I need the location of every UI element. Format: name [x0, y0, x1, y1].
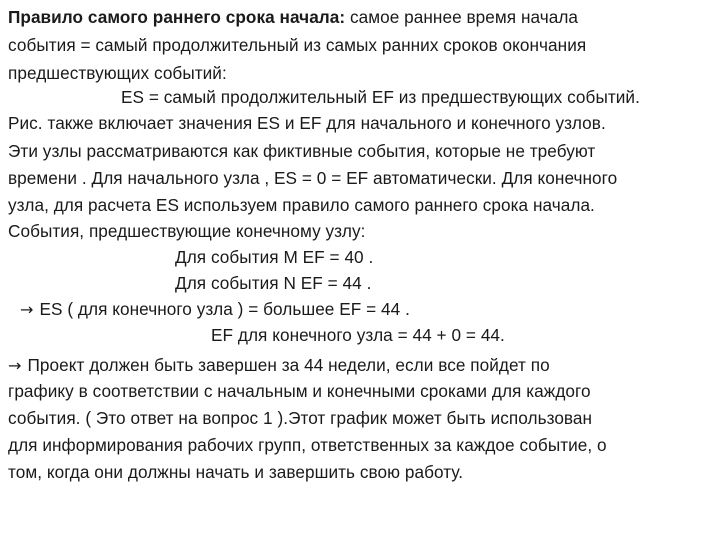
es-result-line	[20, 296, 410, 323]
text-line: времени . Для начального узла , ES = 0 = EF автоматически. Для конечного	[8, 168, 618, 188]
conclusion-text: Проект должен быть завершен за 44 недели, если все пойдет по	[27, 355, 550, 375]
text-line: графику в соответствии с начальным и конечными сроками для каждого	[8, 381, 591, 401]
formula-line: ES = самый продолжительный EF из предшествующих событий.	[121, 87, 640, 107]
text-line	[8, 4, 578, 30]
conclusion-line	[8, 352, 550, 379]
es-result-text: ES ( для конечного узла ) = большее EF = 44 .	[39, 299, 410, 319]
text-line: Рис. также включает значения ES и EF для начального и конечного узлов.	[8, 113, 606, 133]
right-arrow-icon: →	[8, 356, 22, 375]
text-line: для информирования рабочих групп, ответственных за каждое событие, о	[8, 435, 607, 455]
text-line: события = самый продолжительный из самых ранних сроков окончания	[8, 35, 587, 55]
text-line: События, предшествующие конечному узлу:	[8, 221, 366, 241]
right-arrow-icon: →	[20, 300, 34, 319]
text-line: том, когда они должны начать и завершить свою работу.	[8, 462, 464, 482]
text-line: предшествующих событий:	[8, 63, 227, 83]
text-line: Эти узлы рассматриваются как фиктивные события, которые не требуют	[8, 141, 596, 161]
rule-text: самое раннее время начала	[345, 7, 579, 27]
event-m-line: Для события M EF = 40 .	[175, 247, 374, 267]
rule-title: Правило самого раннего срока начала:	[8, 7, 346, 27]
text-line: события. ( Это ответ на вопрос 1 ).Этот график может быть использован	[8, 408, 593, 428]
text-line: узла, для расчета ES используем правило самого раннего срока начала.	[8, 195, 595, 215]
event-n-line: Для события N EF = 44 .	[175, 273, 372, 293]
ef-result-line: EF для конечного узла = 44 + 0 = 44.	[211, 325, 505, 345]
